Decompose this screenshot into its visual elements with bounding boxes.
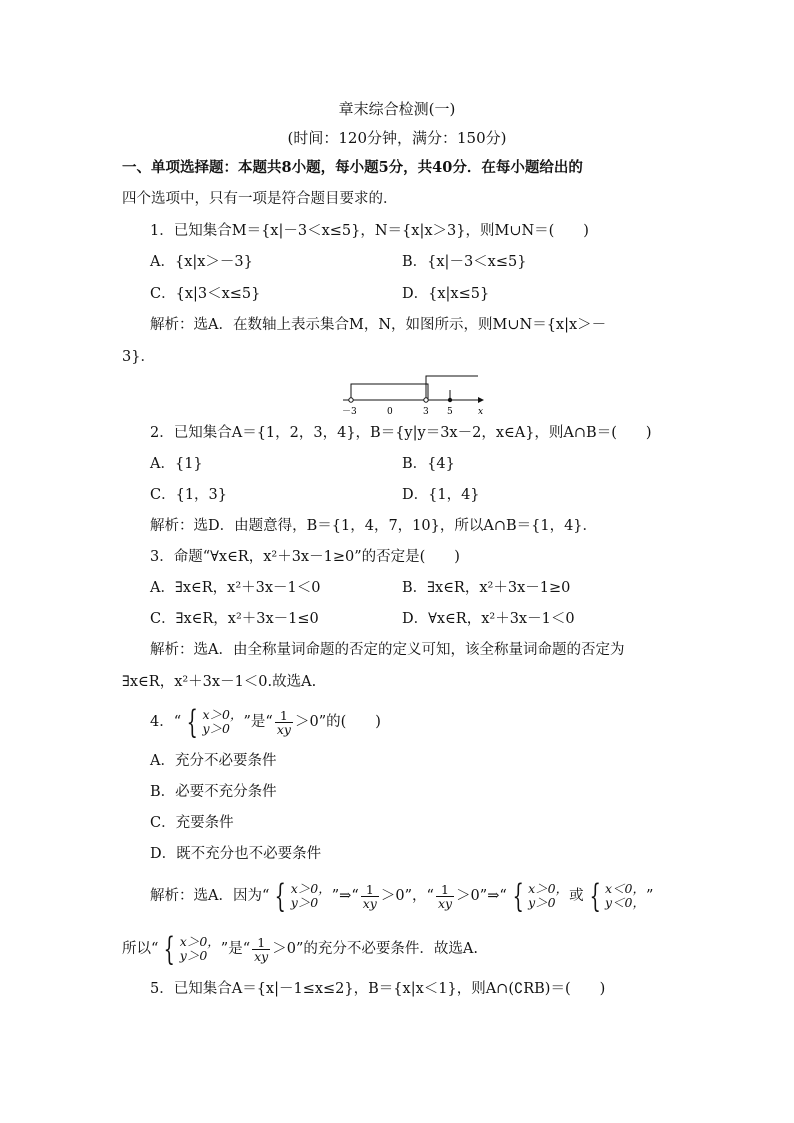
q1-solution-line1: 解析：选A．在数轴上表示集合M，N，如图所示，则M∪N＝{x|x＞－ xyxy=(150,317,607,333)
q3-option-d: D．∀x∈R，x²＋3x－1＜0 xyxy=(402,611,575,627)
q2-option-a: A．{1} xyxy=(150,456,203,472)
q4-sol-system-2: { x＞0， y＞0 xyxy=(512,877,569,915)
q4-system: { x＞0， y＞0 xyxy=(186,703,243,741)
q4-stem-post: ＞0”的( ) xyxy=(294,714,381,730)
q1-solution-line2: 3}． xyxy=(122,349,155,365)
q4-option-b: B．必要不充分条件 xyxy=(150,784,277,800)
q1-stem: 1．已知集合M＝{x|－3＜x≤5}，N＝{x|x＞3}，则M∪N＝( ) xyxy=(150,223,589,239)
q3-solution-line1: 解析：选A．由全称量词命题的否定的定义可知，该全称量词命题的否定为 xyxy=(150,642,625,658)
axis-var-x: x xyxy=(478,407,484,417)
q2-option-b: B．{4} xyxy=(402,456,455,472)
q4-option-a: A．充分不必要条件 xyxy=(150,753,277,769)
q4-stem-pre: 4．“ xyxy=(150,714,182,730)
axis-tick-neg3: －3 xyxy=(342,407,357,417)
q2-option-c: C．{1，3} xyxy=(150,487,227,503)
axis-tick-0: 0 xyxy=(387,407,393,417)
q4-sol-system-3: { x＜0， y＜0， xyxy=(589,877,646,915)
q3-option-b: B．∃x∈R，x²＋3x－1≥0 xyxy=(402,580,571,596)
q4-sol-system-4: { x＞0， y＞0 xyxy=(164,930,220,968)
page-title: 章末综合检测(一) xyxy=(338,100,456,118)
axis-tick-3: 3 xyxy=(423,407,429,417)
q4-stem xyxy=(150,704,381,740)
section-heading-line2: 四个选项中，只有一项是符合题目要求的． xyxy=(122,191,398,207)
q3-solution-line2: ∃x∈R，x²＋3x－1＜0.故选A. xyxy=(122,674,317,690)
q4-solution-line1: 解析：选A．因为“ { x＞0， y＞0 ”⇒“ $\frac{1}{xy}$ ＞0”，“ $\frac{1}{xy}$ ＞0”⇒“ { x＞0， y＞0 或 { x＜0， y＜0， ” xyxy=(150,877,654,915)
q3-stem: 3．命题“∀x∈R，x²＋3x－1≥0”的否定是( ) xyxy=(150,549,460,565)
q4-sol-fraction-3: $\frac{1}{xy}$ xyxy=(254,934,269,964)
section-heading-line1: 一、单项选择题：本题共8小题，每小题5分，共40分．在每小题给出的 xyxy=(122,159,583,176)
axis-tick-5: 5 xyxy=(447,407,453,417)
q3-option-c: C．∃x∈R，x²＋3x－1≤0 xyxy=(150,611,319,627)
q4-sol-fraction-2: $\frac{1}{xy}$ xyxy=(437,881,453,911)
q2-solution: 解析：选D．由题意得，B＝{1，4，7，10}，所以A∩B＝{1，4}． xyxy=(150,518,598,534)
q1-option-a: A．{x|x＞－3} xyxy=(150,254,253,270)
q1-option-c: C．{x|3＜x≤5} xyxy=(150,286,261,302)
q1-option-d: D．{x|x≤5} xyxy=(402,286,490,302)
q4-sol-fraction-1: $\frac{1}{xy}$ xyxy=(362,881,377,911)
q4-sol-system-1: { x＞0， y＞0 xyxy=(274,877,331,915)
q4-solution-line2: 所以“ { x＞0， y＞0 ”是“ $\frac{1}{xy}$ ＞0”的充分不必要条件．故选A. xyxy=(122,930,478,968)
q4-stem-mid: ”是“ xyxy=(243,714,273,730)
q5-stem: 5．已知集合A＝{x|－1≤x≤2}，B＝{x|x＜1}，则A∩(∁RB)＝( ) xyxy=(150,981,606,997)
page-subtitle: (时间：120分钟，满分：150分) xyxy=(287,129,507,147)
q4-option-d: D．既不充分也不必要条件 xyxy=(150,846,322,862)
q4-fraction: $\frac{1}{xy}$ xyxy=(276,707,291,737)
q2-stem: 2．已知集合A＝{1，2，3，4}，B＝{y|y＝3x－2，x∈A}，则A∩B＝( ) xyxy=(150,425,652,441)
number-line-diagram xyxy=(338,370,498,418)
q3-option-a: A．∃x∈R，x²＋3x－1＜0 xyxy=(150,580,321,596)
q1-option-b: B．{x|－3＜x≤5} xyxy=(402,254,527,270)
q4-option-c: C．充要条件 xyxy=(150,815,234,831)
q2-option-d: D．{1，4} xyxy=(402,487,480,503)
